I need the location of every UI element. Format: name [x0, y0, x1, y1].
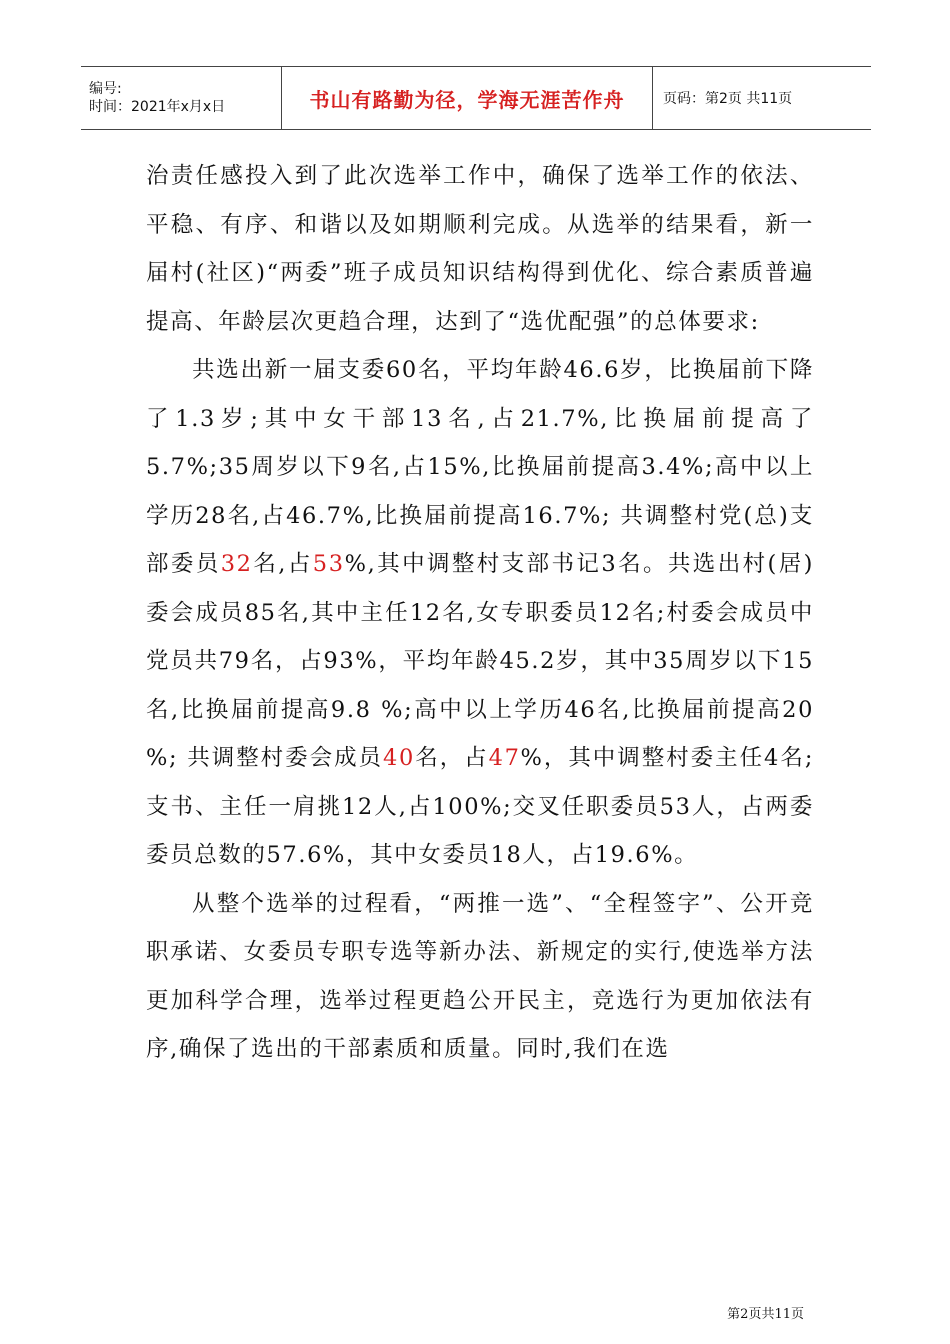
paragraph-1: 治责任感投入到了此次选举工作中，确保了选举工作的依法、平稳、有序、和谐以及如期顺利完成。从选举的结果看，新一届村(社区)“两委”班子成员知识结构得到优化、综合素质普遍提高、年龄层次更趋合理，达到了“选优配强”的总体要求: [146, 163, 814, 335]
page-info-text: 页码：第2页 共11页 [663, 91, 793, 107]
paragraph-2-part-1: 共选出新一届支委60名，平均年龄46.6岁，比换届前下降了1.3岁;其中女干部13名,占21.7%,比换届前提高了5.7%;35周岁以下9名,占15%,比换届前提高3.4%;高中以上学历28名,占46.7%,比换届前提高16.7%; 共调整村党(总)支部委员 [146, 357, 814, 577]
highlight-number: 47 [488, 745, 521, 771]
paragraph-2-part-4: 名，占 [414, 745, 489, 771]
header-page-info [653, 67, 871, 129]
paragraph-2-part-2: 名,占 [252, 551, 313, 577]
document-number-label: 编号: [89, 81, 122, 97]
page-footer: 第2页共11页 [727, 1307, 804, 1322]
highlight-number: 32 [220, 551, 253, 577]
paragraph-2-part-3: %,其中调整村支部书记3名。共选出村(居)委会成员85名,其中主任12名,女专职委员12名;村委会成员中党员共79名，占93%，平均年龄45.2岁，其中35周岁以下15名,比换届前提高9.8 %;高中以上学历46名,比换届前提高20 %; 共调整村委会成员 [146, 551, 814, 771]
header-meta [81, 67, 281, 129]
page-header [81, 66, 871, 130]
paragraph-2-part-5: %，其中调整村委主任4名; 支书、主任一肩挑12人,占100%;交叉任职委员53人，占两委委员总数的57.6%，其中女委员18人，占19.6%。 [146, 745, 814, 868]
paragraph-3: 从整个选举的过程看，“两推一选”、“全程签字”、公开竞职承诺、女委员专职专选等新办法、新规定的实行,使选举方法更加科学合理，选举过程更趋公开民主，竞选行为更加依法有序,确保了选出的干部素质和质量。同时,我们在选 [146, 890, 814, 1062]
motto-text: 书山有路勤为径，学海无涯苦作舟 [309, 87, 625, 112]
document-time-label: 时间：2021年x月x日 [89, 99, 226, 115]
document-body [146, 152, 814, 1074]
highlight-number: 53 [312, 551, 345, 577]
paragraph-2 [146, 346, 814, 880]
header-motto [281, 67, 653, 129]
highlight-number: 40 [383, 745, 415, 771]
